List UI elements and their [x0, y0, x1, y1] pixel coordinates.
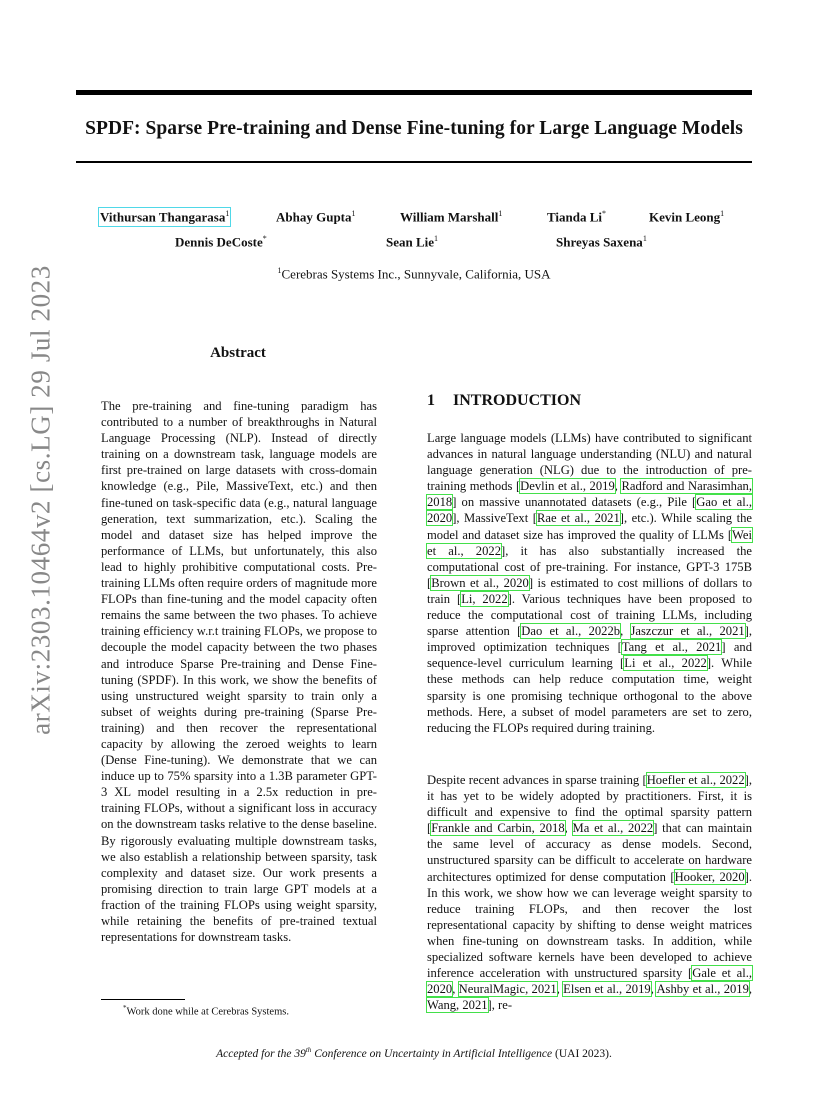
intro-paragraph-2: [427, 772, 752, 1013]
paragraph-text: ,: [556, 982, 564, 997]
author-name: Tianda Li*: [547, 209, 607, 225]
paragraph-text: ,: [614, 479, 622, 494]
citation-link[interactable]: Hooker, 2020: [674, 869, 745, 884]
affiliation: $^1$Cerebras Systems Inc., Sunnyvale, California, USA: [277, 266, 551, 282]
paragraph-text: ] and sequence-level curriculum learning [: [427, 640, 753, 671]
paragraph-text: ], etc.). While scaling the model and dataset size has improved the quality of LLMs [: [427, 511, 752, 542]
paragraph-text: ], it has also substantially increased the computational cost of pre-training. For instance, GPT-3 175B [: [427, 543, 752, 590]
paragraph-text: Large language models (LLMs) have contributed to significant advances in natural language understanding (NLU) and natural language generation (NLG) due to the introduction of pre-training methods [: [427, 431, 752, 494]
title-top-rule: [76, 90, 752, 95]
title-bottom-rule: [76, 161, 752, 163]
citation-link[interactable]: Jaszczur et al., 2021: [630, 624, 745, 639]
section-heading: 1 INTRODUCTION: [427, 392, 582, 409]
citation-link[interactable]: Li, 2022: [461, 591, 508, 606]
citation-link[interactable]: Ma et al., 2022: [572, 821, 654, 836]
citation-link[interactable]: NeuralMagic, 2021: [458, 982, 557, 997]
intro-paragraph-1: [427, 430, 752, 736]
author-name: Kevin Leong$^1$: [649, 209, 725, 225]
paragraph-text: ], it has yet to be widely adopted by practitioners. First, it is difficult and expensive to find the optimal sparsity pattern [: [427, 773, 752, 836]
paragraph-text: ]. While these methods can help reduce computation time, weight sparsity is one promising technique orthogonal to the above methods. Here, a subset of model parameters are set to zero, reducing the FLOPs required during training.: [427, 656, 752, 735]
paragraph-text: ,: [452, 982, 459, 997]
abstract-heading: Abstract: [210, 345, 266, 361]
citation-link[interactable]: Hoefler et al., 2022: [646, 773, 745, 787]
citation-link[interactable]: Devlin et al., 2019: [520, 479, 615, 494]
citation-link[interactable]: Gale et al., 2020: [427, 966, 752, 997]
paragraph-text: ], improved optimization techniques [: [427, 624, 753, 655]
paragraph-text: ] that can maintain the same level of accuracy as dense models. Second, unstructured sparsity can be difficult to accelerate on hardware architectures optimized for dense computation [: [427, 821, 752, 884]
author-name: Sean Lie$^1$: [386, 234, 439, 250]
citation-link[interactable]: Wang, 2021: [427, 998, 488, 1013]
paragraph-text: Despite recent advances in sparse training [: [427, 773, 647, 787]
conference-footer: Accepted for the 39th Conference on Uncertainty in Artificial Intelligence (UAI 2023).: [216, 1046, 612, 1060]
citation-link[interactable]: Dao et al., 2022b: [521, 624, 621, 639]
author-name: Dennis DeCoste*: [175, 234, 267, 250]
paragraph-text: ], MassiveText [: [452, 511, 537, 526]
footnote: *Work done while at Cerebras Systems.: [123, 1004, 289, 1018]
arxiv-watermark: arXiv:2303.10464v2 [cs.LG] 29 Jul 2023: [25, 265, 56, 735]
paragraph-text: ,: [564, 821, 573, 836]
author-link[interactable]: Vithursan Thangarasa$^1$: [100, 209, 230, 225]
citation-link[interactable]: Li et al., 2022: [624, 656, 707, 671]
citation-link[interactable]: Elsen et al., 2019: [563, 982, 651, 997]
citation-link[interactable]: Brown et al., 2020: [431, 575, 529, 590]
author-name: Shreyas Saxena$^1$: [556, 234, 647, 250]
citation-link[interactable]: Tang et al., 2021: [621, 640, 722, 655]
paragraph-text: ,: [650, 982, 657, 997]
paper-title: SPDF: Sparse Pre-training and Dense Fine-tuning for Large Language Models: [85, 118, 743, 139]
paragraph-text: ], re-: [487, 998, 513, 1013]
citation-link[interactable]: Gao et al., 2020: [427, 495, 753, 526]
footnote-rule: [101, 999, 185, 1000]
paragraph-text: ,: [748, 982, 753, 997]
citation-link[interactable]: Radford and Narasimhan, 2018: [427, 479, 753, 510]
author-name: Abhay Gupta$^1$: [276, 209, 356, 225]
citation-link[interactable]: Frankle and Carbin, 2018: [431, 821, 565, 836]
citation-link[interactable]: Wei et al., 2022: [427, 527, 752, 558]
citation-link[interactable]: Ashby et al., 2019: [656, 982, 749, 997]
paragraph-text: ]. Various techniques have been proposed to reduce the computational cost of training LLMs, including sparse attention [: [427, 591, 752, 639]
paragraph-text: ] on massive unannotated datasets (e.g., Pile [: [452, 495, 697, 510]
author-name: William Marshall$^1$: [400, 209, 503, 225]
paragraph-text: ] is estimated to cost millions of dollars to train [: [427, 575, 753, 606]
abstract-text: The pre-training and fine-tuning paradigm has contributed to a number of breakthroughs in Natural Language Processing (NLP). Instead of directly training on a downstream task, language models are first pre-trained on large datasets with cross-domain knowledge (e.g., Pile, MassiveText, etc.) and then fine-tuned on task-specific data (e.g., natural language generation, text summarization, etc.). Scaling the model and dataset size has helped improve the performance of LLMs, but unfortunately, this also lead to highly prohibitive computational costs. Pre-training LLMs often require orders of magnitude more FLOPs than fine-tuning and the model capacity often remains the same between the two phases. To achieve training efficiency w.r.t training FLOPs, we propose to decouple the model capacity between the two phases and introduce Sparse Pre-training and Dense Fine-tuning (SPDF). In this work, we show the benefits of using unstructured weight sparsity to train only a subset of weights during pre-training (Sparse Pre-training) and then recover the representational capacity by allowing the zeroed weights to learn (Dense Fine-tuning). We demonstrate that we can induce up to 75% sparsity into a 1.3B parameter GPT-3 XL model resulting in a 2.5x reduction in pre-training FLOPs, without a significant loss in accuracy on the downstream tasks relative to the dense baseline. By rigorously evaluating multiple downstream tasks, we also establish a relationship between sparsity, task complexity and dataset size. Our work presents a promising direction to train large GPT models at a fraction of the training FLOPs using weight sparsity, while retaining the benefits of pre-trained textual representations for downstream tasks.: [101, 399, 377, 945]
paragraph-text: ]. In this work, we show how we can leverage weight sparsity to reduce training FLOPs, and then recover the lost representational capacity by shifting to dense weight matrices when fine-tuning on downstream tasks. In addition, while specialized software kernels have been developed to achieve inference acceleration with unstructured sparsity [: [427, 869, 752, 981]
paragraph-text: ,: [620, 624, 631, 639]
citation-link[interactable]: Rae et al., 2021: [536, 511, 620, 526]
